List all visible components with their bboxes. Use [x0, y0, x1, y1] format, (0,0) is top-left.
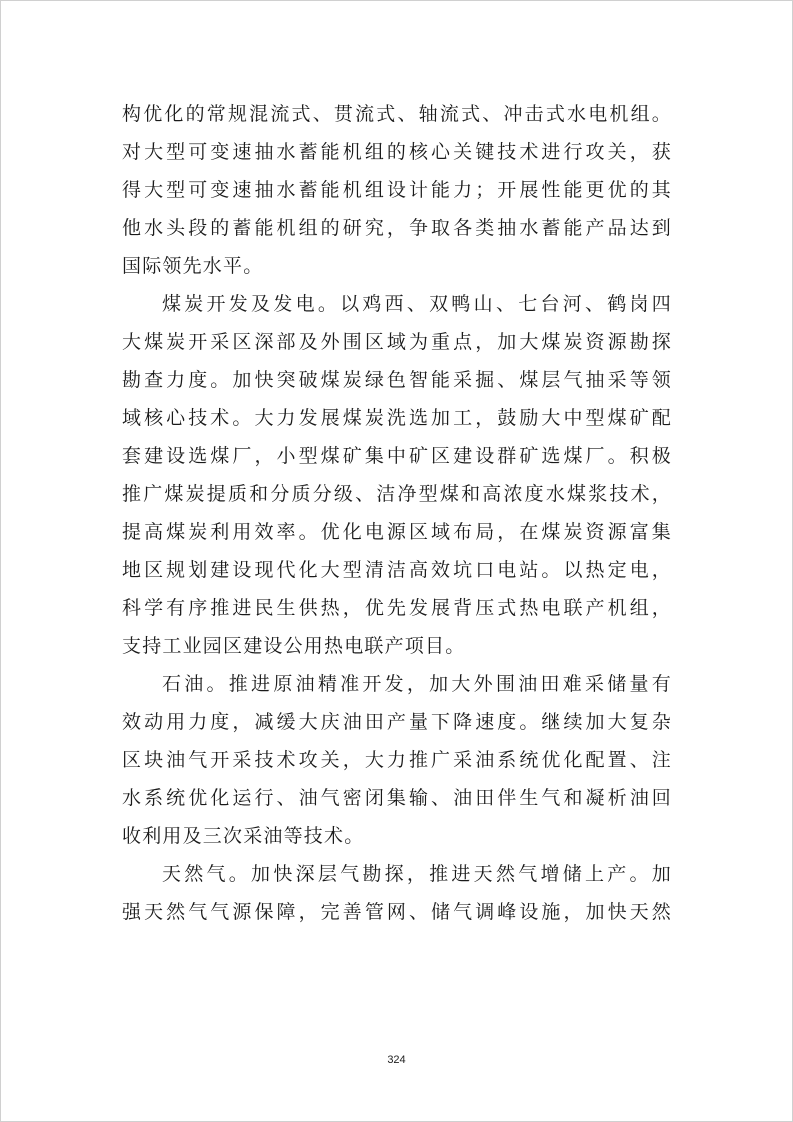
text-line: 勘查力度。加快突破煤炭绿色智能采掘、煤层气抽采等领 [122, 369, 672, 391]
text-line: 域核心技术。大力发展煤炭洗选加工，鼓励大中型煤矿配 [122, 407, 672, 429]
text-line: 支持工业园区建设公用热电联产项目。 [122, 635, 466, 657]
paragraph-coal [122, 285, 672, 665]
text-line: 天然气。加快深层气勘探，推进天然气增储上产。加 [162, 863, 672, 885]
text-line: 效动用力度，减缓大庆油田产量下降速度。继续加大复杂 [122, 711, 672, 733]
text-line: 推广煤炭提质和分质分级、洁净型煤和高浓度水煤浆技术， [122, 483, 672, 505]
text-line: 套建设选煤厂，小型煤矿集中矿区建设群矿选煤厂。积极 [122, 445, 672, 467]
text-line: 水系统优化运行、油气密闭集输、油田伴生气和凝析油回 [122, 787, 672, 809]
text-line: 对大型可变速抽水蓄能机组的核心关键技术进行攻关，获 [122, 141, 672, 163]
page-number: 324 [387, 1054, 406, 1066]
text-line: 得大型可变速抽水蓄能机组设计能力；开展性能更优的其 [122, 179, 672, 201]
document-body [122, 95, 672, 931]
paragraph-hydro-units [122, 95, 672, 285]
text-line: 提高煤炭利用效率。优化电源区域布局，在煤炭资源富集 [122, 521, 672, 543]
text-line: 他水头段的蓄能机组的研究，争取各类抽水蓄能产品达到 [122, 217, 672, 239]
text-line: 区块油气开采技术攻关，大力推广采油系统优化配置、注 [122, 749, 672, 771]
paragraph-natural-gas [122, 855, 672, 931]
text-line: 科学有序推进民生供热，优先发展背压式热电联产机组， [122, 597, 672, 619]
text-line: 煤炭开发及发电。以鸡西、双鸭山、七台河、鹤岗四 [162, 293, 672, 315]
text-line: 构优化的常规混流式、贯流式、轴流式、冲击式水电机组。 [122, 103, 672, 125]
text-line: 收利用及三次采油等技术。 [122, 825, 365, 847]
text-line: 强天然气气源保障，完善管网、储气调峰设施，加快天然 [122, 901, 672, 923]
paragraph-oil [122, 665, 672, 855]
text-line: 石油。推进原油精准开发，加大外围油田难采储量有 [162, 673, 672, 695]
text-line: 国际领先水平。 [122, 255, 264, 277]
text-line: 地区规划建设现代化大型清洁高效坑口电站。以热定电， [122, 559, 672, 581]
text-line: 大煤炭开采区深部及外围区域为重点，加大煤炭资源勘探 [122, 331, 672, 353]
